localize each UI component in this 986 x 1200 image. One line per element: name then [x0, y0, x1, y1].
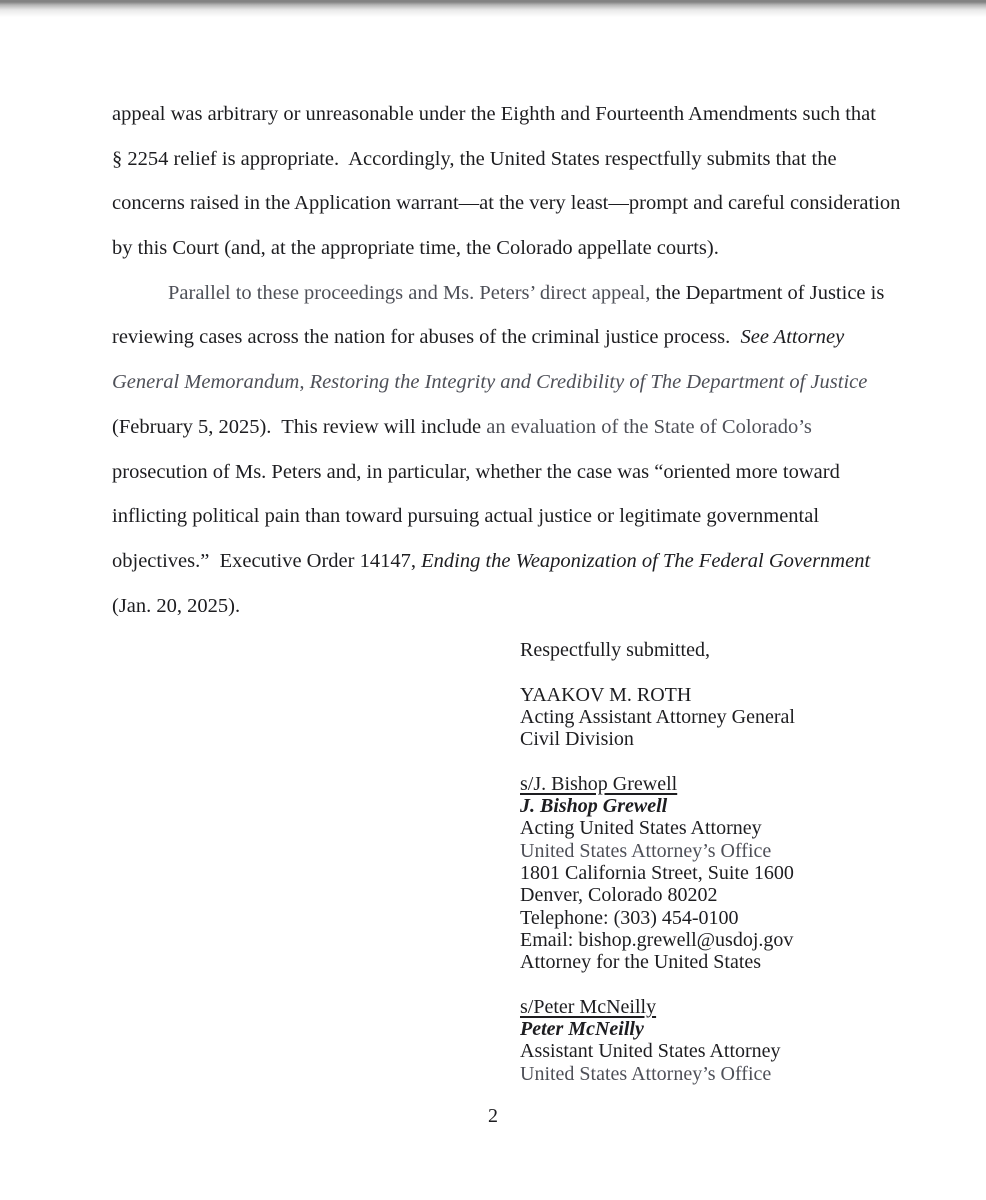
- grewell-phone: Telephone: (303) 454-0100: [520, 906, 739, 929]
- text-run: Parallel to these proceedings and Ms. Peters’ direct appeal,: [168, 281, 656, 304]
- grewell-signature-line: s/J. Bishop Grewell: [520, 772, 678, 795]
- mcneilly-signature-line: s/Peter McNeilly: [520, 995, 657, 1018]
- body-line-7: [112, 360, 902, 405]
- roth-division: Civil Division: [520, 728, 634, 751]
- mcneilly-office: United States Attorney’s Office: [520, 1062, 772, 1085]
- grewell-email: Email: bishop.grewell@usdoj.gov: [520, 928, 794, 951]
- body-line-3: [112, 181, 902, 226]
- citation-run: Ending the Weaponization of The Federal Government: [421, 549, 871, 572]
- body-line-1: [112, 92, 902, 137]
- body-line-5: [112, 271, 902, 316]
- roth-name: YAAKOV M. ROTH: [520, 683, 692, 706]
- grewell-street-address: 1801 California Street, Suite 1600: [520, 861, 794, 884]
- body-line-2: [112, 137, 902, 182]
- respectfully-submitted-line: Respectfully submitted,: [520, 639, 710, 661]
- page-number: 2: [488, 1105, 498, 1127]
- spacer: [520, 750, 795, 772]
- mcneilly-title: Assistant United States Attorney: [520, 1040, 781, 1063]
- text-run: the Department of Justice is: [655, 281, 885, 304]
- text-run: reviewing cases across the nation for abuses of the criminal justice process.: [112, 326, 741, 349]
- body-line-11: [112, 539, 902, 584]
- text-run: an evaluation of the State of Colorado’s: [486, 415, 812, 438]
- body-line-6: [112, 315, 902, 360]
- document-body: [112, 92, 902, 628]
- text-run: § 2254 relief is appropriate. Accordingly, the United States respectfully submits that the: [112, 147, 837, 170]
- grewell-office: United States Attorney’s Office: [520, 839, 772, 862]
- body-line-10: [112, 494, 902, 539]
- text-run: concerns raised in the Application warrant—at the very least—prompt and careful consideration: [112, 192, 901, 215]
- grewell-name: J. Bishop Grewell: [520, 795, 668, 818]
- body-line-12: [112, 584, 902, 629]
- grewell-city-address: Denver, Colorado 80202: [520, 884, 718, 907]
- text-run: by this Court (and, at the appropriate time, the Colorado appellate courts).: [112, 237, 719, 260]
- page-top-shadow: [0, 0, 986, 18]
- text-run: inflicting political pain than toward pursuing actual justice or legitimate governmental: [112, 505, 820, 528]
- text-run: prosecution of Ms. Peters and, in particular, whether the case was “oriented more toward: [112, 460, 840, 483]
- grewell-title: Acting United States Attorney: [520, 817, 762, 840]
- roth-title: Acting Assistant Attorney General: [520, 705, 795, 728]
- mcneilly-name: Peter McNeilly: [520, 1018, 644, 1041]
- body-line-9: [112, 450, 902, 495]
- text-run: appeal was arbitrary or unreasonable under the Eighth and Fourteenth Amendments such that: [112, 103, 876, 125]
- citation-run: See Attorney: [740, 326, 845, 349]
- text-run: objectives.” Executive Order 14147,: [112, 549, 422, 572]
- text-run: (Jan. 20, 2025).: [112, 594, 241, 617]
- signature-block: [520, 639, 795, 1085]
- citation-run: General Memorandum, Restoring the Integrity and Credibility of The Department of Justice: [112, 371, 868, 394]
- text-run: (February 5, 2025). This review will include: [112, 415, 487, 438]
- body-line-8: [112, 405, 902, 450]
- body-line-4: [112, 226, 902, 271]
- grewell-role: Attorney for the United States: [520, 951, 762, 974]
- spacer: [520, 661, 795, 683]
- spacer: [520, 973, 795, 995]
